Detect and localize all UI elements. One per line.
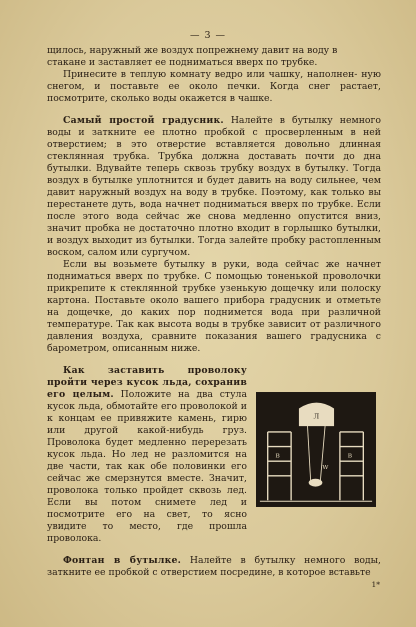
continued-line-1: щилось, наружный же воздух попрежнему давит на воду в — [47, 45, 338, 56]
continued-line-2: стакане и заставляет ее подниматься вверх по трубке. — [47, 57, 318, 68]
weight — [309, 479, 323, 487]
ice-label: Л — [313, 412, 320, 421]
section-fountain — [47, 555, 381, 579]
signature-mark: 1* — [371, 580, 380, 589]
right-chair-label: В — [347, 453, 353, 460]
section-ice — [47, 365, 247, 545]
water-label: W — [322, 465, 329, 472]
left-chair-label: В — [275, 453, 280, 460]
section-heading-ice: Как заставить проволоку пройти через кусок льда, сохранив его целым. — [47, 365, 247, 400]
section-heading-thermometer: Самый простой градусник. — [63, 115, 224, 126]
section-body-ice: Положите на два стула кусок льда, обмотайте его проволокой и к концам ее привяжите камень, гирю или другой какой-нибудь груз. Проволока будет медленно перерезать кусок льда. Но лед не разломится на две части, так как обе половинки его сейчас же смерзнутся вместе. Значит, проволока только пройдет сквозь лед. Если вы потом снимете лед и посмотрите его на свет, то ясно увидите то место, где прошла проволока. — [47, 389, 247, 544]
ice-wire-illustration — [256, 392, 376, 507]
paragraph-snow: Принесите в теплую комнату ведро или чашку, наполнен- ную снегом, и поставьте ее около печки. Когда снег растает, посмотрите, сколько воды окажется в чашке. — [47, 69, 381, 104]
paragraph-thermometer-2: Если вы возьмете бутылку в руки, вода сейчас же начнет подниматься вверх по трубке. С помощью тоненькой проволочки прикрепите к стеклянной трубке узенькую дощечку или полоску картона. Поставьте около вашего прибора градусник и отметьте на дощечке, до каких пор поднимется вода при различной температуре. Так как высота воды в трубке зависит от различного давления воздуха, сравните показания вашего градусника с барометром, описанным ниже. — [47, 259, 381, 354]
section-body-fountain: Налейте в бутылку немного воды, заткните ее пробкой с отверстием посредине, в которое вставьте — [47, 555, 381, 578]
page-number: — 3 — — [189, 30, 227, 41]
section-heading-fountain: Фонтан в бутылке. — [63, 555, 182, 566]
section-body-thermometer: Налейте в бутылку немного воды и заткните ее плотно пробкой с просверленным в ней отверстием; в это отверстие вставляется довольно длинная стеклянная трубка. Трубка должна доставать почти до дна бутылки. Вдувайте теперь сквозь трубку воздух в бутылку. Тогда воздух в бутылке уплотнится и будет давить на воду сильнее, чем давит наружный воздух на воду в трубке. Поэтому, как только вы перестанете дуть, вода начнет подниматься вверх по трубке. Если после этого вода сейчас же снова медленно опустится вниз, значит пробка не достаточно плотно входит в горлышко бутылки, и воздух выходит из бутылки. Тогда залейте пробку растопленным воском, салом или сургучом. — [47, 115, 381, 258]
section-thermometer — [47, 115, 381, 259]
